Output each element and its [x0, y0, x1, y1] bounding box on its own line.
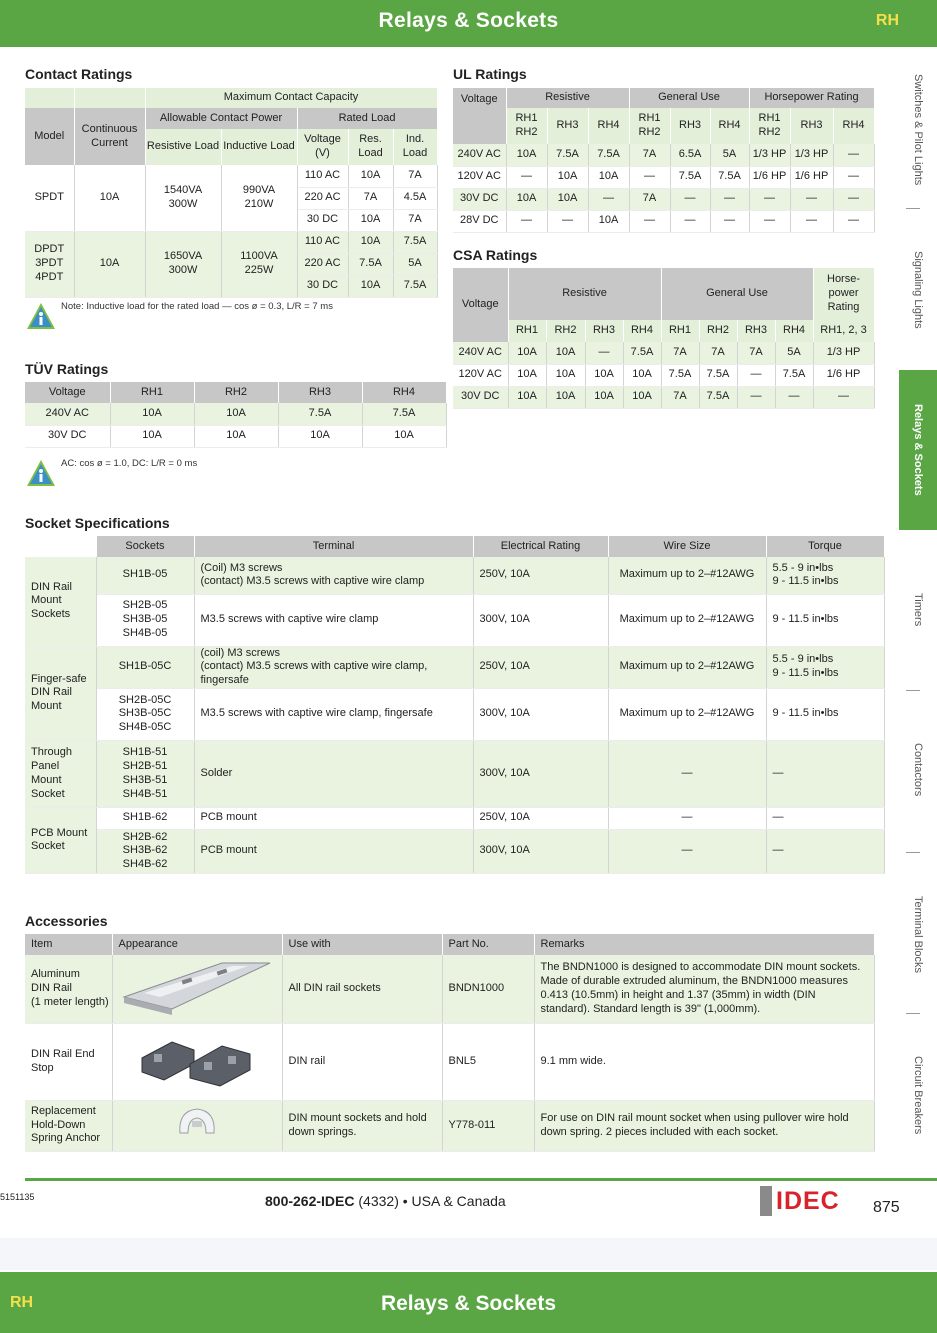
item-cell: DIN Rail End Stop — [25, 1023, 112, 1100]
terminal-cell: PCB mount — [194, 807, 473, 829]
table-row — [453, 342, 874, 364]
wire-size-cell: Maximum up to 2–#12AWG — [608, 557, 766, 594]
voltage-cell: 240V AC — [453, 144, 506, 166]
rating-cell: 7A — [629, 188, 670, 210]
table-row — [25, 425, 446, 447]
rating-cell: 7.5A — [623, 342, 661, 364]
rating-cell: — — [790, 188, 833, 210]
rating-cell: 1/6 HP — [749, 166, 790, 188]
use-with-cell: All DIN rail sockets — [282, 955, 442, 1023]
sidenav-contactors[interactable] — [899, 720, 937, 820]
voltage-cell: 220 AC — [297, 253, 348, 275]
info-icon — [26, 459, 56, 487]
subheader: RH3 — [790, 108, 833, 144]
ind-load-cell: 7A — [393, 165, 437, 187]
subheader: RH1 RH2 — [506, 108, 547, 144]
torque-cell: 9 - 11.5 in•lbs — [766, 594, 884, 646]
use-with-cell: DIN mount sockets and hold down springs. — [282, 1100, 442, 1151]
socket-group-label: DIN Rail Mount Sockets — [25, 557, 96, 646]
sidenav-divider — [906, 1013, 920, 1014]
socket-group-label: Through Panel Mount Socket — [25, 740, 96, 807]
bottom-tag: RH — [10, 1294, 34, 1311]
info-icon — [26, 302, 56, 330]
rating-cell: 7A — [661, 386, 699, 408]
rating-cell: — — [506, 210, 547, 232]
sidenav-switches[interactable] — [899, 60, 937, 200]
part-no-cell: BNL5 — [442, 1023, 534, 1100]
table-row — [25, 646, 884, 688]
cell: 10A — [194, 425, 278, 447]
wire-size-cell: Maximum up to 2–#12AWG — [608, 646, 766, 688]
electrical-cell: 300V, 10A — [473, 594, 608, 646]
ind-power-cell: 990VA 210W — [221, 165, 297, 231]
cell: 240V AC — [25, 403, 110, 425]
rating-cell: — — [833, 210, 874, 232]
voltage-cell: 110 AC — [297, 165, 348, 187]
header-sockets: Sockets — [96, 536, 194, 557]
header-rh4: RH4 — [362, 382, 446, 403]
sidenav-label: Relays & Sockets — [912, 404, 924, 496]
socket-model-cell: SH1B-62 — [96, 807, 194, 829]
cell: 7.5A — [362, 403, 446, 425]
remarks-cell: The BNDN1000 is designed to accommodate DIN mount sockets. Made of durable extruded aluminum, the BNDN1000 measures 0.413 (10.5mm) in height and 1.37 (35mm) in width (DIN standard). Standard length is 39" (1,000mm). — [534, 955, 874, 1023]
terminal-cell: Solder — [194, 740, 473, 807]
header-electrical: Electrical Rating — [473, 536, 608, 557]
res-load-cell: 10A — [348, 165, 393, 187]
rating-cell: — — [506, 166, 547, 188]
res-load-cell: 10A — [348, 209, 393, 231]
rating-cell: 7.5A — [699, 386, 737, 408]
sidenav-divider — [906, 852, 920, 853]
rating-cell: 7.5A — [670, 166, 710, 188]
electrical-cell: 250V, 10A — [473, 557, 608, 594]
sidenav-terminal-blocks[interactable] — [899, 875, 937, 995]
terminal-cell: (coil) M3 screws (contact) M3.5 screws with captive wire clamp, fingersafe — [194, 646, 473, 688]
end-stop-image — [112, 1023, 282, 1100]
rating-cell: 1/3 HP — [749, 144, 790, 166]
torque-cell: — — [766, 740, 884, 807]
table-row — [25, 594, 884, 646]
terminal-cell: PCB mount — [194, 829, 473, 873]
tuv-note: AC: cos ø = 1.0, DC: L/R = 0 ms — [61, 458, 198, 469]
rating-cell: 5A — [710, 144, 749, 166]
sidenav-relays-active[interactable] — [899, 370, 937, 530]
subheader: RH4 — [833, 108, 874, 144]
socket-spec-title: Socket Specifications — [25, 515, 170, 531]
subheader: RH4 — [588, 108, 629, 144]
table-row — [25, 1023, 874, 1100]
header-general-use: General Use — [661, 268, 813, 320]
subheader: RH2 — [699, 320, 737, 342]
voltage-cell: 220 AC — [297, 187, 348, 209]
footer-rule — [25, 1178, 937, 1181]
socket-spec-table — [25, 536, 885, 874]
header-rh1: RH1 — [110, 382, 194, 403]
contact-ratings-table — [25, 88, 438, 298]
logo-text: IDEC — [776, 1187, 840, 1215]
current-cell: 10A — [74, 165, 145, 231]
accessories-title: Accessories — [25, 913, 108, 929]
rating-cell: 10A — [508, 386, 546, 408]
terminal-cell: M3.5 screws with captive wire clamp — [194, 594, 473, 646]
header-model: Model — [25, 108, 74, 165]
subheader: RH4 — [623, 320, 661, 342]
subheader: RH4 — [710, 108, 749, 144]
socket-model-cell: SH2B-05 SH3B-05 SH4B-05 — [96, 594, 194, 646]
electrical-cell: 300V, 10A — [473, 740, 608, 807]
rating-cell: 7A — [699, 342, 737, 364]
csa-ratings-title: CSA Ratings — [453, 247, 538, 263]
sidenav-circuit-breakers[interactable] — [899, 1035, 937, 1155]
header-torque: Torque — [766, 536, 884, 557]
rating-cell: — — [629, 210, 670, 232]
ind-load-cell: 5A — [393, 253, 437, 275]
table-row — [25, 740, 884, 807]
item-cell: Replacement Hold-Down Spring Anchor — [25, 1100, 112, 1151]
voltage-cell: 110 AC — [297, 231, 348, 253]
header-inductive-load: Inductive Load — [221, 129, 297, 165]
rating-cell: — — [749, 188, 790, 210]
header-resistive: Resistive — [508, 268, 661, 320]
rating-cell: — — [710, 188, 749, 210]
socket-model-cell: SH1B-51 SH2B-51 SH3B-51 SH4B-51 — [96, 740, 194, 807]
rating-cell: — — [737, 364, 775, 386]
table-row — [25, 403, 446, 425]
rating-cell: 7.5A — [775, 364, 813, 386]
table-row — [453, 386, 874, 408]
socket-group-label: Finger-safe DIN Rail Mount — [25, 646, 96, 740]
rating-cell: — — [790, 210, 833, 232]
rating-cell: 7A — [629, 144, 670, 166]
current-cell: 10A — [74, 231, 145, 297]
table-row — [25, 557, 884, 594]
tuv-ratings-table — [25, 382, 447, 448]
contact-note: Note: Inductive load for the rated load — cos ø = 0.3, L/R = 7 ms — [61, 301, 333, 312]
voltage-cell: 30V DC — [453, 386, 508, 408]
table-row — [453, 364, 874, 386]
res-load-cell: 10A — [348, 231, 393, 253]
voltage-cell: 120V AC — [453, 166, 506, 188]
rating-cell: 7A — [661, 342, 699, 364]
header-appearance: Appearance — [112, 934, 282, 955]
item-cell: Aluminum DIN Rail (1 meter length) — [25, 955, 112, 1023]
terminal-cell: (Coil) M3 screws (contact) M3.5 screws with captive wire clamp — [194, 557, 473, 594]
rating-cell: 1/3 HP — [790, 144, 833, 166]
sidenav-divider — [906, 208, 920, 209]
res-power-cell: 1540VA 300W — [145, 165, 221, 231]
header-allowable-power: Allowable Contact Power — [145, 108, 297, 129]
subheader: RH1 RH2 — [749, 108, 790, 144]
top-banner — [0, 0, 937, 47]
table-row — [25, 688, 884, 740]
header-continuous: Continuous Current — [74, 108, 145, 165]
header-resistive: Resistive — [506, 88, 629, 108]
wire-size-cell: Maximum up to 2–#12AWG — [608, 688, 766, 740]
table-row — [25, 1100, 874, 1151]
subheader: RH1, 2, 3 — [813, 320, 874, 342]
subheader: RH3 — [585, 320, 623, 342]
rating-cell: 7A — [737, 342, 775, 364]
table-row — [25, 829, 884, 873]
contact-ratings-title: Contact Ratings — [25, 66, 133, 82]
header-horsepower: Horsepower Rating — [749, 88, 874, 108]
header-use-with: Use with — [282, 934, 442, 955]
rating-cell: 10A — [588, 210, 629, 232]
cell: 10A — [110, 403, 194, 425]
rating-cell: 10A — [508, 364, 546, 386]
subheader: RH2 — [546, 320, 585, 342]
rating-cell: 10A — [546, 386, 585, 408]
part-no-cell: Y778-011 — [442, 1100, 534, 1151]
rating-cell: — — [737, 386, 775, 408]
res-load-cell: 10A — [348, 275, 393, 297]
voltage-cell: 28V DC — [453, 210, 506, 232]
rating-cell: — — [813, 386, 874, 408]
rating-cell: — — [670, 188, 710, 210]
header-general-use: General Use — [629, 88, 749, 108]
sidenav-label: Circuit Breakers — [912, 1055, 924, 1135]
header-ind-load: Ind. Load — [393, 129, 437, 165]
use-with-cell: DIN rail — [282, 1023, 442, 1100]
table-row — [453, 166, 874, 188]
remarks-cell: For use on DIN rail mount socket when using pullover wire hold down spring. 2 pieces included with each socket. — [534, 1100, 874, 1151]
torque-cell: — — [766, 807, 884, 829]
cell: 10A — [194, 403, 278, 425]
voltage-cell: 120V AC — [453, 364, 508, 386]
electrical-cell: 250V, 10A — [473, 646, 608, 688]
footer-phone — [265, 1193, 506, 1209]
ind-load-cell: 7.5A — [393, 231, 437, 253]
ul-ratings-table — [453, 88, 875, 233]
idec-logo — [760, 1186, 850, 1216]
rating-cell: 10A — [585, 364, 623, 386]
sidenav-label: Terminal Blocks — [912, 896, 924, 974]
socket-model-cell: SH2B-62 SH3B-62 SH4B-62 — [96, 829, 194, 873]
rating-cell: 7.5A — [547, 144, 588, 166]
rating-cell: — — [710, 210, 749, 232]
header-resistive-load: Resistive Load — [145, 129, 221, 165]
wire-size-cell: — — [608, 740, 766, 807]
rating-cell: 10A — [506, 144, 547, 166]
ind-load-cell: 7A — [393, 209, 437, 231]
header-voltage: Voltage (V) — [297, 129, 348, 165]
header-item: Item — [25, 934, 112, 955]
sidenav-label: Contactors — [912, 743, 924, 797]
cell: 30V DC — [25, 425, 110, 447]
torque-cell: 5.5 - 9 in•lbs 9 - 11.5 in•lbs — [766, 557, 884, 594]
res-load-cell: 7A — [348, 187, 393, 209]
rating-cell: — — [585, 342, 623, 364]
subheader: RH3 — [670, 108, 710, 144]
table-row — [453, 210, 874, 232]
banner-tag: RH — [875, 12, 899, 29]
header-res-load: Res. Load — [348, 129, 393, 165]
rating-cell: — — [547, 210, 588, 232]
table-row — [25, 955, 874, 1023]
rating-cell: 10A — [623, 386, 661, 408]
sidenav-label: Switches & Pilot Lights — [912, 74, 924, 186]
cell: 7.5A — [278, 403, 362, 425]
torque-cell: — — [766, 829, 884, 873]
subheader: RH1 — [508, 320, 546, 342]
voltage-cell: 30V DC — [453, 188, 506, 210]
voltage-cell: 240V AC — [453, 342, 508, 364]
wire-size-cell: — — [608, 829, 766, 873]
subheader: RH1 — [661, 320, 699, 342]
spring-anchor-image — [112, 1100, 282, 1151]
wire-size-cell: — — [608, 807, 766, 829]
rating-cell: 10A — [546, 342, 585, 364]
rating-cell: 6.5A — [670, 144, 710, 166]
rating-cell: 7.5A — [588, 144, 629, 166]
sidenav-signaling[interactable] — [899, 230, 937, 350]
accessories-table — [25, 934, 875, 1152]
phone-number: 800-262-IDEC — [265, 1193, 355, 1209]
rating-cell: — — [833, 144, 874, 166]
rating-cell: — — [775, 386, 813, 408]
page-number: 875 — [873, 1199, 900, 1216]
wire-size-cell: Maximum up to 2–#12AWG — [608, 594, 766, 646]
socket-model-cell: SH2B-05C SH3B-05C SH4B-05C — [96, 688, 194, 740]
rating-cell: 10A — [585, 386, 623, 408]
header-voltage: Voltage — [453, 88, 506, 144]
header-voltage: Voltage — [25, 382, 110, 403]
torque-cell: 9 - 11.5 in•lbs — [766, 688, 884, 740]
model-cell: DPDT 3PDT 4PDT — [25, 231, 74, 297]
bottom-banner — [0, 1272, 937, 1333]
sidenav-divider — [906, 690, 920, 691]
subheader: RH4 — [775, 320, 813, 342]
res-load-cell: 7.5A — [348, 253, 393, 275]
rating-cell: 10A — [588, 166, 629, 188]
rating-cell: 10A — [508, 342, 546, 364]
header-max-capacity: Maximum Contact Capacity — [145, 88, 437, 108]
sidenav-label: Signaling Lights — [912, 251, 924, 329]
electrical-cell: 250V, 10A — [473, 807, 608, 829]
rating-cell: 10A — [546, 364, 585, 386]
sidenav-label: Timers — [912, 593, 924, 627]
terminal-cell: M3.5 screws with captive wire clamp, fingersafe — [194, 688, 473, 740]
rating-cell: 7.5A — [710, 166, 749, 188]
res-power-cell: 1650VA 300W — [145, 231, 221, 297]
voltage-cell: 30 DC — [297, 275, 348, 297]
socket-group-label: PCB Mount Socket — [25, 807, 96, 873]
rating-cell: 7.5A — [699, 364, 737, 386]
rating-cell: 5A — [775, 342, 813, 364]
electrical-cell: 300V, 10A — [473, 829, 608, 873]
rating-cell: 1/6 HP — [813, 364, 874, 386]
bottom-title: Relays & Sockets — [380, 1292, 557, 1315]
subheader: RH1 RH2 — [629, 108, 670, 144]
header-rated-load: Rated Load — [297, 108, 437, 129]
rating-cell: — — [629, 166, 670, 188]
rating-cell: 7.5A — [661, 364, 699, 386]
header-horsepower: Horse- power Rating — [813, 268, 874, 320]
voltage-cell: 30 DC — [297, 209, 348, 231]
model-cell: SPDT — [25, 165, 74, 231]
rating-cell: 1/6 HP — [790, 166, 833, 188]
header-part-no: Part No. — [442, 934, 534, 955]
ind-load-cell: 4.5A — [393, 187, 437, 209]
rating-cell: — — [670, 210, 710, 232]
rating-cell: — — [588, 188, 629, 210]
table-row — [453, 188, 874, 210]
header-rh3: RH3 — [278, 382, 362, 403]
rating-cell: — — [749, 210, 790, 232]
din-rail-image — [112, 955, 282, 1023]
ind-load-cell: 7.5A — [393, 275, 437, 297]
header-rh2: RH2 — [194, 382, 278, 403]
page-gap — [0, 1238, 937, 1270]
table-row — [25, 807, 884, 829]
cell: 10A — [362, 425, 446, 447]
remarks-cell: 9.1 mm wide. — [534, 1023, 874, 1100]
rating-cell: 10A — [547, 166, 588, 188]
tuv-ratings-title: TÜV Ratings — [25, 361, 109, 377]
sidenav-timers[interactable] — [899, 560, 937, 660]
subheader: RH3 — [737, 320, 775, 342]
rating-cell: 10A — [623, 364, 661, 386]
subheader: RH3 — [547, 108, 588, 144]
electrical-cell: 300V, 10A — [473, 688, 608, 740]
footer-code: 5151135 — [0, 1192, 35, 1202]
ind-power-cell: 1100VA 225W — [221, 231, 297, 297]
rating-cell: 1/3 HP — [813, 342, 874, 364]
rating-cell: 10A — [547, 188, 588, 210]
cell: 10A — [110, 425, 194, 447]
csa-ratings-table — [453, 268, 875, 409]
table-row — [453, 144, 874, 166]
header-voltage: Voltage — [453, 268, 508, 342]
part-no-cell: BNDN1000 — [442, 955, 534, 1023]
rating-cell: 10A — [506, 188, 547, 210]
header-remarks: Remarks — [534, 934, 874, 955]
header-terminal: Terminal — [194, 536, 473, 557]
banner-title: Relays & Sockets — [378, 9, 559, 32]
rating-cell: — — [833, 166, 874, 188]
header-wire-size: Wire Size — [608, 536, 766, 557]
cell: 10A — [278, 425, 362, 447]
ul-ratings-title: UL Ratings — [453, 66, 527, 82]
torque-cell: 5.5 - 9 in•lbs 9 - 11.5 in•lbs — [766, 646, 884, 688]
socket-model-cell: SH1B-05 — [96, 557, 194, 594]
phone-region: (4332) • USA & Canada — [354, 1193, 506, 1209]
rating-cell: — — [833, 188, 874, 210]
socket-model-cell: SH1B-05C — [96, 646, 194, 688]
